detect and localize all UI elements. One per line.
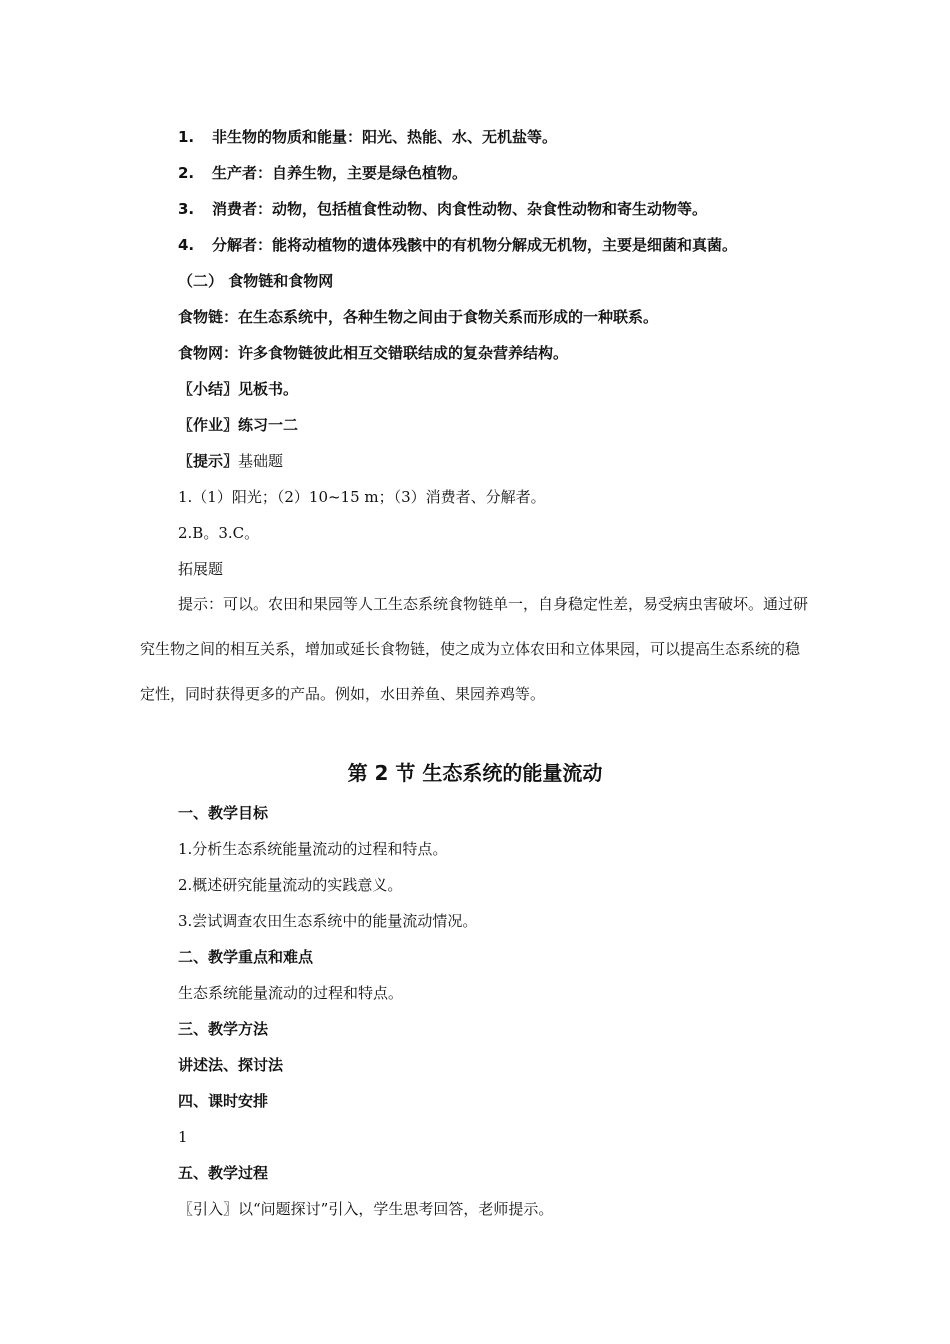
list-item: 4. 分解者：能将动植物的遗体残骸中的有机物分解成无机物，主要是细菌和真菌。 [178,236,738,254]
list-item: 2. 生产者：自养生物，主要是绿色植物。 [178,164,468,182]
answer-line: 2.B。3.C。 [178,524,260,542]
goal-item: 2.概述研究能量流动的实践意义。 [178,876,403,894]
answer-line: 1.（1）阳光；（2）10~15 m；（3）消费者、分解者。 [178,488,546,506]
hint-line [178,450,283,472]
method-text: 讲述法、探讨法 [178,1056,284,1074]
process-heading: 五、教学过程 [178,1164,269,1182]
food-web-definition: 食物网：许多食物链彼此相互交错联结成的复杂营养结构。 [178,344,569,362]
key-text: 生态系统能量流动的过程和特点。 [178,984,404,1002]
list-item: 1. 非生物的物质和能量：阳光、热能、水、无机盐等。 [178,128,558,146]
hint-label: 〖提示〗 [178,452,239,470]
key-heading: 二、教学重点和难点 [178,948,314,966]
schedule-heading: 四、课时安排 [178,1092,269,1110]
page-title: 第 2 节 生态系统的能量流动 [347,761,603,785]
hint-basic: 基础题 [238,452,284,470]
extension-label: 拓展题 [178,560,224,578]
goal-item: 3.尝试调查农田生态系统中的能量流动情况。 [178,912,478,930]
summary-line: 〖小结〗见板书。 [178,380,299,398]
extension-paragraph: 提示：可以。农田和果园等人工生态系统食物链单一，自身稳定性差，易受病虫害破坏。通过研究生物之间的相互关系，增加或延长食物链，使之成为立体农田和立体果园，可以提高生态系统的稳定性，同时获得更多的产品。例如，水田养鱼、果园养鸡等。 [140,595,809,703]
intro-text: 〖引入〗以“问题探讨”引入，学生思考回答，老师提示。 [178,1200,554,1218]
method-heading: 三、教学方法 [178,1020,269,1038]
goal-item: 1.分析生态系统能量流动的过程和特点。 [178,840,448,858]
food-chain-definition: 食物链：在生态系统中，各种生物之间由于食物关系而形成的一种联系。 [178,308,659,326]
schedule-text: 1 [178,1128,188,1146]
goals-heading: 一、教学目标 [178,804,269,822]
list-item: 3. 消费者：动物，包括植食性动物、肉食性动物、杂食性动物和寄生动物等。 [178,200,708,218]
section-heading: （二） 食物链和食物网 [178,272,334,290]
homework-line: 〖作业〗练习一二 [178,416,299,434]
